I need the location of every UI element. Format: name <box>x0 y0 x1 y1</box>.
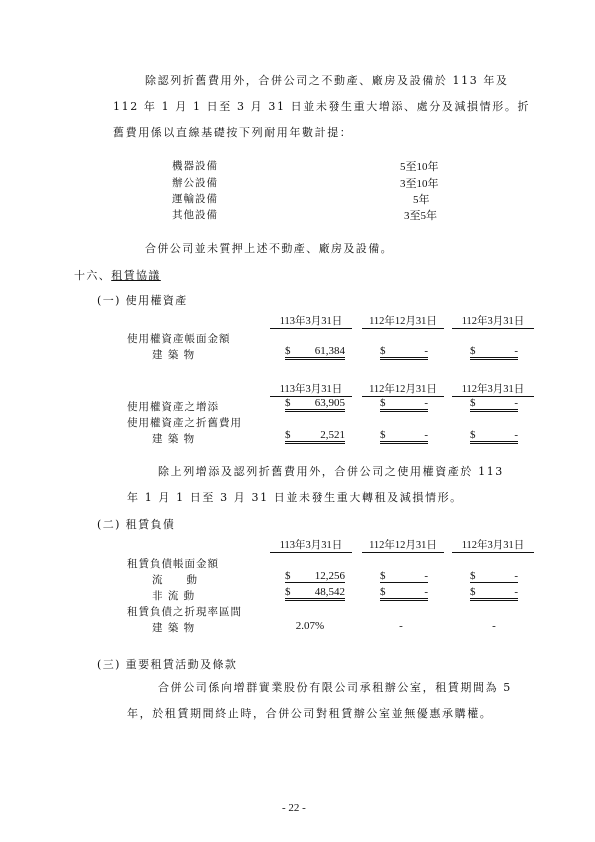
lease-activity-line-1: 合併公司係向增群實業股份有限公司承租辦公室，租賃期間為 5 <box>158 681 512 694</box>
table-cell: $ 48,542 <box>285 586 345 601</box>
row-label: 租賃負債之折現率區間 <box>127 606 242 618</box>
column-header: 113年3月31日 <box>270 381 352 397</box>
intro-line-3: 舊費用係以直線基礎按下列耐用年數計提： <box>113 126 353 139</box>
subsection-label-right-of-use: (一) 使用權資產 <box>97 294 188 307</box>
useful-life-years: 5至10年 <box>400 161 439 173</box>
intro-line-2: 112 年 1 月 1 日至 3 月 31 日並未發生重大增添、處分及減損情形。折 <box>113 100 531 113</box>
table-cell: $ - <box>470 345 518 360</box>
row-label: 建 築 物 <box>152 349 196 361</box>
section-number: 十六、 <box>74 269 112 282</box>
column-header: 112年3月31日 <box>452 381 534 397</box>
table-cell: $ - <box>380 397 428 412</box>
row-label: 建 築 物 <box>152 622 196 634</box>
table-cell: $ - <box>380 345 428 360</box>
section-title: 租賃協議 <box>111 269 161 282</box>
row-label: 使用權資產之增添 <box>127 401 219 413</box>
useful-life-years: 3至10年 <box>400 178 439 190</box>
section-heading <box>74 267 161 283</box>
column-header: 113年3月31日 <box>270 537 352 553</box>
table-cell: $ - <box>470 397 518 412</box>
table-cell: $ - <box>380 586 428 601</box>
table-cell: $ - <box>470 586 518 601</box>
table-cell: $ - <box>470 429 518 444</box>
useful-life-item: 機器設備 <box>172 160 218 172</box>
column-header: 112年3月31日 <box>452 537 534 553</box>
table-cell: $ - <box>380 429 428 444</box>
lease-activity-line-2: 年，於租賃期間終止時，合併公司對租賃辦公室並無優惠承購權。 <box>127 707 493 720</box>
table-cell: $ - <box>470 570 518 582</box>
column-header: 112年12月31日 <box>362 537 444 553</box>
right-of-use-note-line-2: 年 1 月 1 日至 3 月 31 日並未發生重大轉租及減損情形。 <box>127 491 463 504</box>
row-label: 非 流 動 <box>152 590 196 602</box>
table-cell: 2.07% <box>295 620 325 632</box>
row-label: 建 築 物 <box>152 433 196 445</box>
row-label: 流 動 <box>152 574 198 586</box>
column-header: 112年12月31日 <box>362 381 444 397</box>
intro-line-1: 除認列折舊費用外，合併公司之不動產、廠房及設備於 113 年及 <box>145 74 509 87</box>
column-header: 112年12月31日 <box>362 313 444 329</box>
row-label: 使用權資產之折舊費用 <box>127 417 242 429</box>
useful-life-years: 3至5年 <box>404 210 437 222</box>
table-cell: - <box>399 620 403 632</box>
row-label: 使用權資產帳面金額 <box>127 333 231 345</box>
useful-life-item: 其他設備 <box>172 209 218 221</box>
table-cell: $ 63,905 <box>285 397 345 412</box>
table-cell: $ 61,384 <box>285 345 345 360</box>
subsection-label-lease-liabilities: (二) 租賃負債 <box>97 518 176 531</box>
column-header: 112年3月31日 <box>452 313 534 329</box>
table-cell: - <box>492 620 496 632</box>
subsection-label-lease-activities: (三) 重要租賃活動及條款 <box>97 658 238 671</box>
row-label: 租賃負債帳面金額 <box>127 558 219 570</box>
right-of-use-note-line-1: 除上列增添及認列折舊費用外，合併公司之使用權資產於 113 <box>158 465 504 478</box>
column-header: 113年3月31日 <box>270 313 352 329</box>
table-cell: $ 12,256 <box>285 570 345 582</box>
useful-life-years: 5年 <box>413 194 430 206</box>
table-cell: $ - <box>380 570 428 582</box>
useful-life-item: 運輸設備 <box>172 193 218 205</box>
table-cell: $ 2,521 <box>285 429 345 444</box>
page-number: - 22 - <box>282 802 306 814</box>
pledge-note: 合併公司並未質押上述不動產、廠房及設備。 <box>145 242 393 255</box>
useful-life-item: 辦公設備 <box>172 177 218 189</box>
